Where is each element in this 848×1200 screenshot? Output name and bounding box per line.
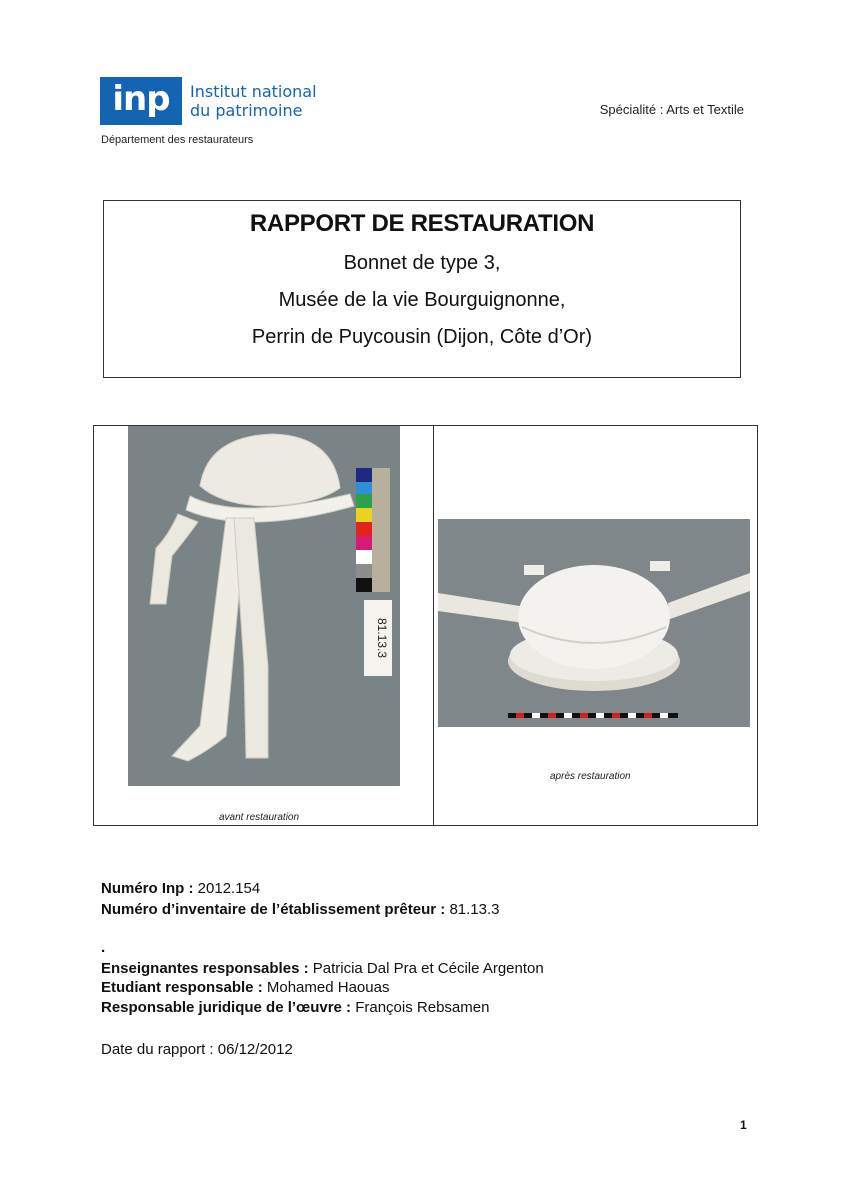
scale-bar — [508, 713, 678, 718]
before-restoration-photo — [128, 426, 400, 786]
inp-number-line — [101, 879, 260, 899]
inventory-tag: 81.13.3 — [375, 617, 389, 659]
report-date: Date du rapport : 06/12/2012 — [101, 1041, 293, 1058]
legal-label: Responsable juridique de l’œuvre : — [101, 999, 352, 1016]
inventory-number-value: 81.13.3 — [449, 901, 500, 918]
inp-logo — [100, 77, 340, 129]
logo-line-2: du patrimoine — [190, 101, 303, 120]
student-value: Mohamed Haouas — [266, 979, 390, 996]
before-caption: avant restauration — [219, 812, 300, 823]
teachers-value: Patricia Dal Pra et Cécile Argenton — [312, 960, 544, 977]
collection-location: Perrin de Puycousin (Dijon, Côte d’Or) — [251, 326, 593, 348]
report-title: RAPPORT DE RESTAURATION — [249, 210, 595, 237]
museum-name: Musée de la vie Bourguignonne, — [278, 289, 566, 311]
logo-line-1: Institut national — [190, 82, 317, 101]
page-number: 1 — [740, 1118, 747, 1132]
inp-number-value: 2012.154 — [197, 880, 261, 897]
legal-value: François Rebsamen — [355, 999, 490, 1016]
student-line — [101, 978, 389, 998]
title-frame — [103, 200, 741, 378]
legal-line — [101, 998, 489, 1018]
logo-text — [190, 82, 317, 120]
photo-divider — [433, 425, 434, 826]
inp-number-label: Numéro Inp : — [101, 880, 194, 897]
object-name: Bonnet de type 3, — [343, 252, 501, 274]
after-caption: après restauration — [550, 771, 631, 782]
inventory-number-label: Numéro d’inventaire de l’établissement prêteur : — [101, 901, 446, 918]
student-label: Etudiant responsable : — [101, 979, 263, 996]
speciality-label: Spécialité : Arts et Textile — [599, 102, 744, 117]
after-restoration-photo — [438, 519, 750, 727]
inventory-number-line — [101, 900, 499, 920]
logo-mark: inp — [100, 77, 182, 125]
teachers-label: Enseignantes responsables : — [101, 960, 309, 977]
separator-dot: . — [101, 939, 106, 956]
teachers-line — [101, 959, 544, 979]
department-label: Département des restaurateurs — [101, 134, 254, 146]
